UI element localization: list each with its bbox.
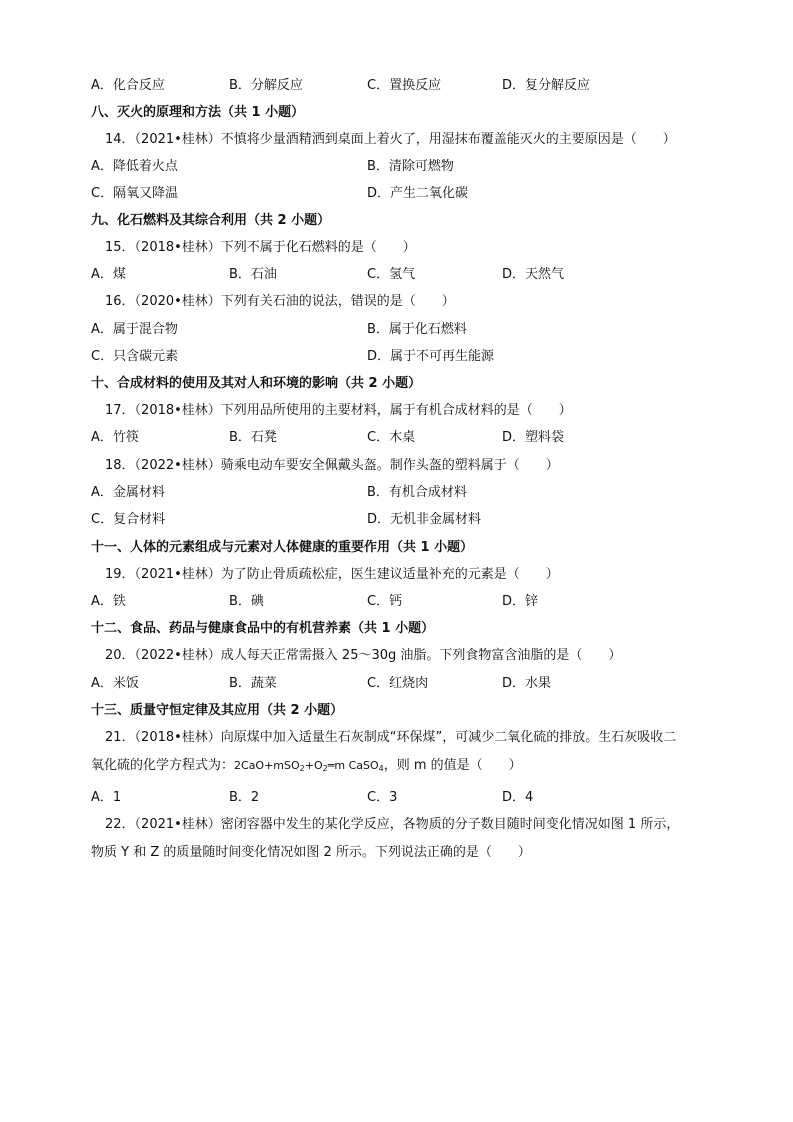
question-22-line1: 22．（2021•桂林）密闭容器中发生的某化学反应，各物质的分子数目随时间变化情况如图 1 所示， [105,817,680,832]
q21-option-c: C．3 [367,790,398,805]
q20-options [0,674,793,694]
q21-line2-prefix: 氧化硫的化学方程式为： [91,758,235,773]
q21-option-d: D．4 [502,790,534,805]
q21-option-a: A．1 [91,790,122,805]
question-19-stem: 19．（2021•桂林）为了防止骨质疏松症，医生建议适量补充的元素是（ ） [105,567,559,582]
q18-options-row2 [0,510,793,530]
q17-options [0,428,793,448]
section-heading-10: 十、合成材料的使用及其对人和环境的影响（共 2 小题） [91,376,422,391]
section-heading-12: 十二、食品、药品与健康食品中的有机营养素（共 1 小题） [91,621,435,636]
q13-option-c: C．置换反应 [367,78,442,93]
q14-option-c: C．隔氧又降温 [91,186,179,201]
question-17-stem: 17．（2018•桂林）下列用品所使用的主要材料，属于有机合成材料的是（ ） [105,403,572,418]
q14-option-d: D．产生二氧化碳 [367,186,469,201]
q15-options [0,265,793,285]
q18-options-row1 [0,483,793,503]
q17-option-b: B．石凳 [229,430,277,445]
q14-option-a: A．降低着火点 [91,159,178,174]
q18-option-c: C．复合材料 [91,512,166,527]
question-18-stem: 18．（2022•桂林）骑乘电动车要安全佩戴头盔。制作头盔的塑料属于（ ） [105,458,559,473]
q16-option-c: C．只含碳元素 [91,349,179,364]
q13-option-a: A．化合反应 [91,78,165,93]
q14-option-b: B．清除可燃物 [367,159,454,174]
q19-option-d: D．锌 [502,594,539,609]
question-21-line1: 21．（2018•桂林）向原煤中加入适量生石灰制成“环保煤”，可减少二氧化硫的排放。生石灰吸收二 [105,730,677,745]
section-heading-8: 八、灭火的原理和方法（共 1 小题） [91,105,305,120]
q15-option-d: D．天然气 [502,267,565,282]
section-heading-9: 九、化石燃料及其综合利用（共 2 小题） [91,213,331,228]
q15-option-b: B．石油 [229,267,277,282]
q21-options [0,788,793,808]
q20-option-b: B．蔬菜 [229,676,277,691]
q20-option-a: A．米饭 [91,676,139,691]
q20-option-c: C．红烧肉 [367,676,429,691]
question-16-stem: 16．（2020•桂林）下列有关石油的说法，错误的是（ ） [105,294,455,309]
q17-option-d: D．塑料袋 [502,430,565,445]
q13-option-b: B．分解反应 [229,78,303,93]
question-22-line2: 物质 Y 和 Z 的质量随时间变化情况如图 2 所示。下列说法正确的是（ ） [91,845,531,860]
q13-option-d: D．复分解反应 [502,78,591,93]
q14-options-row1 [0,157,793,177]
q15-option-c: C．氢气 [367,267,416,282]
q17-option-c: C．木桌 [367,430,416,445]
q21-option-b: B．2 [229,790,260,805]
q16-option-a: A．属于混合物 [91,322,178,337]
q19-option-a: A．铁 [91,594,126,609]
q16-options-row2 [0,347,793,367]
q19-option-b: B．碘 [229,594,264,609]
question-14-stem: 14．（2021•桂林）不慎将少量酒精洒到桌面上着火了，用湿抹布覆盖能灭火的主要原因是（ ） [105,132,676,147]
q20-option-d: D．水果 [502,676,552,691]
question-21-line2 [0,756,793,776]
q13-options [0,76,793,96]
q16-options-row1 [0,320,793,340]
q14-options-row2 [0,184,793,204]
q16-option-d: D．属于不可再生能源 [367,349,495,364]
q21-line2-suffix: ，则 m 的值是（ ） [383,758,522,773]
q15-option-a: A．煤 [91,267,126,282]
q19-option-c: C．钙 [367,594,403,609]
q16-option-b: B．属于化石燃料 [367,322,467,337]
q18-option-b: B．有机合成材料 [367,485,467,500]
q17-option-a: A．竹筷 [91,430,139,445]
section-heading-13: 十三、质量守恒定律及其应用（共 2 小题） [91,703,344,718]
q18-option-d: D．无机非金属材料 [367,512,482,527]
q19-options [0,592,793,612]
chemical-equation: $2CaO+mSO_2+O_2═m$ CaSO$_4$ [234,759,384,773]
q18-option-a: A．金属材料 [91,485,165,500]
question-15-stem: 15．（2018•桂林）下列不属于化石燃料的是（ ） [105,240,416,255]
question-20-stem: 20．（2022•桂林）成人每天正常需摄入 25～30g 油脂。下列食物富含油脂的是（ ） [105,648,622,663]
section-heading-11: 十一、人体的元素组成与元素对人体健康的重要作用（共 1 小题） [91,540,474,555]
